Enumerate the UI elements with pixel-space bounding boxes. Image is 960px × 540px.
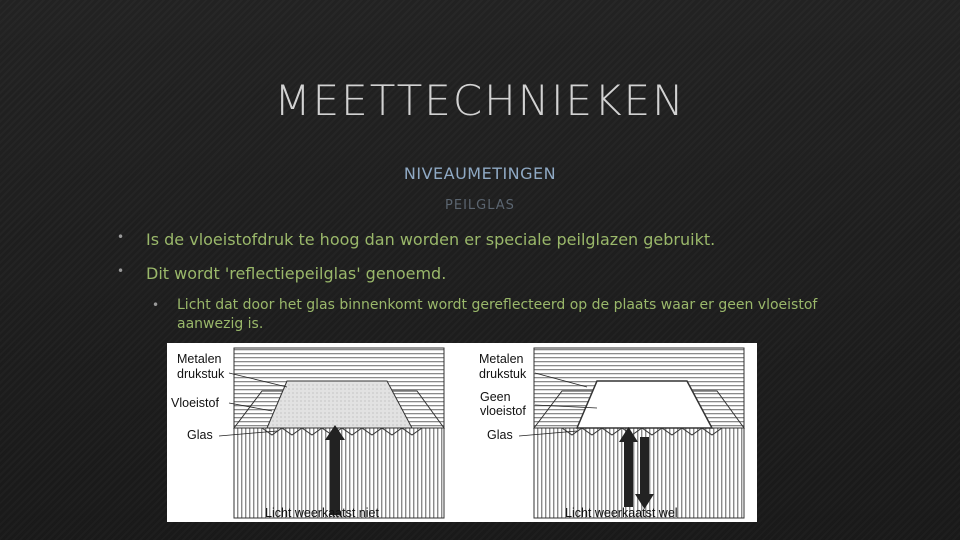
right-panel xyxy=(534,348,744,518)
bullet-text: Licht dat door het glas binnenkomt wordt gereflecteerd op de plaats waar er geen vloeistof aanwezig is. xyxy=(177,297,818,332)
left-label-glass: Glas xyxy=(187,428,213,442)
right-label-no-liquid-2: vloeistof xyxy=(480,404,526,418)
left-caption: Licht weerkaatst niet xyxy=(265,506,379,520)
bullet-item xyxy=(117,264,447,283)
right-label-no-liquid: Geen xyxy=(480,390,511,404)
bullet-text: Dit wordt 'reflectiepeilglas' genoemd. xyxy=(146,264,447,283)
bullet-text: Is de vloeistofdruk te hoog dan worden er speciale peilglazen gebruikt. xyxy=(146,230,716,249)
right-label-metal: Metalen xyxy=(479,352,524,366)
slide-subtitle-secondary: PEILGLAS xyxy=(445,198,515,213)
bullet-dot: • xyxy=(117,230,125,244)
slide-title: MEETTECHNIEKEN xyxy=(274,76,686,125)
right-label-glass: Glas xyxy=(487,428,513,442)
left-label-metal: Metalen xyxy=(177,352,222,366)
sub-bullet-item xyxy=(152,296,837,334)
slide-subtitle: NIVEAUMETINGEN xyxy=(403,164,557,183)
reflection-gauge-glass-diagram xyxy=(167,343,757,522)
bullet-dot: • xyxy=(117,264,125,278)
left-label-metal-2: drukstuk xyxy=(177,367,225,381)
right-label-metal-2: drukstuk xyxy=(479,367,527,381)
bullet-item xyxy=(117,230,716,249)
bullet-dot: • xyxy=(152,298,160,312)
right-caption: Licht weerkaatst wel xyxy=(565,506,678,520)
left-label-liquid: Vloeistof xyxy=(171,396,219,410)
left-panel xyxy=(234,348,444,518)
